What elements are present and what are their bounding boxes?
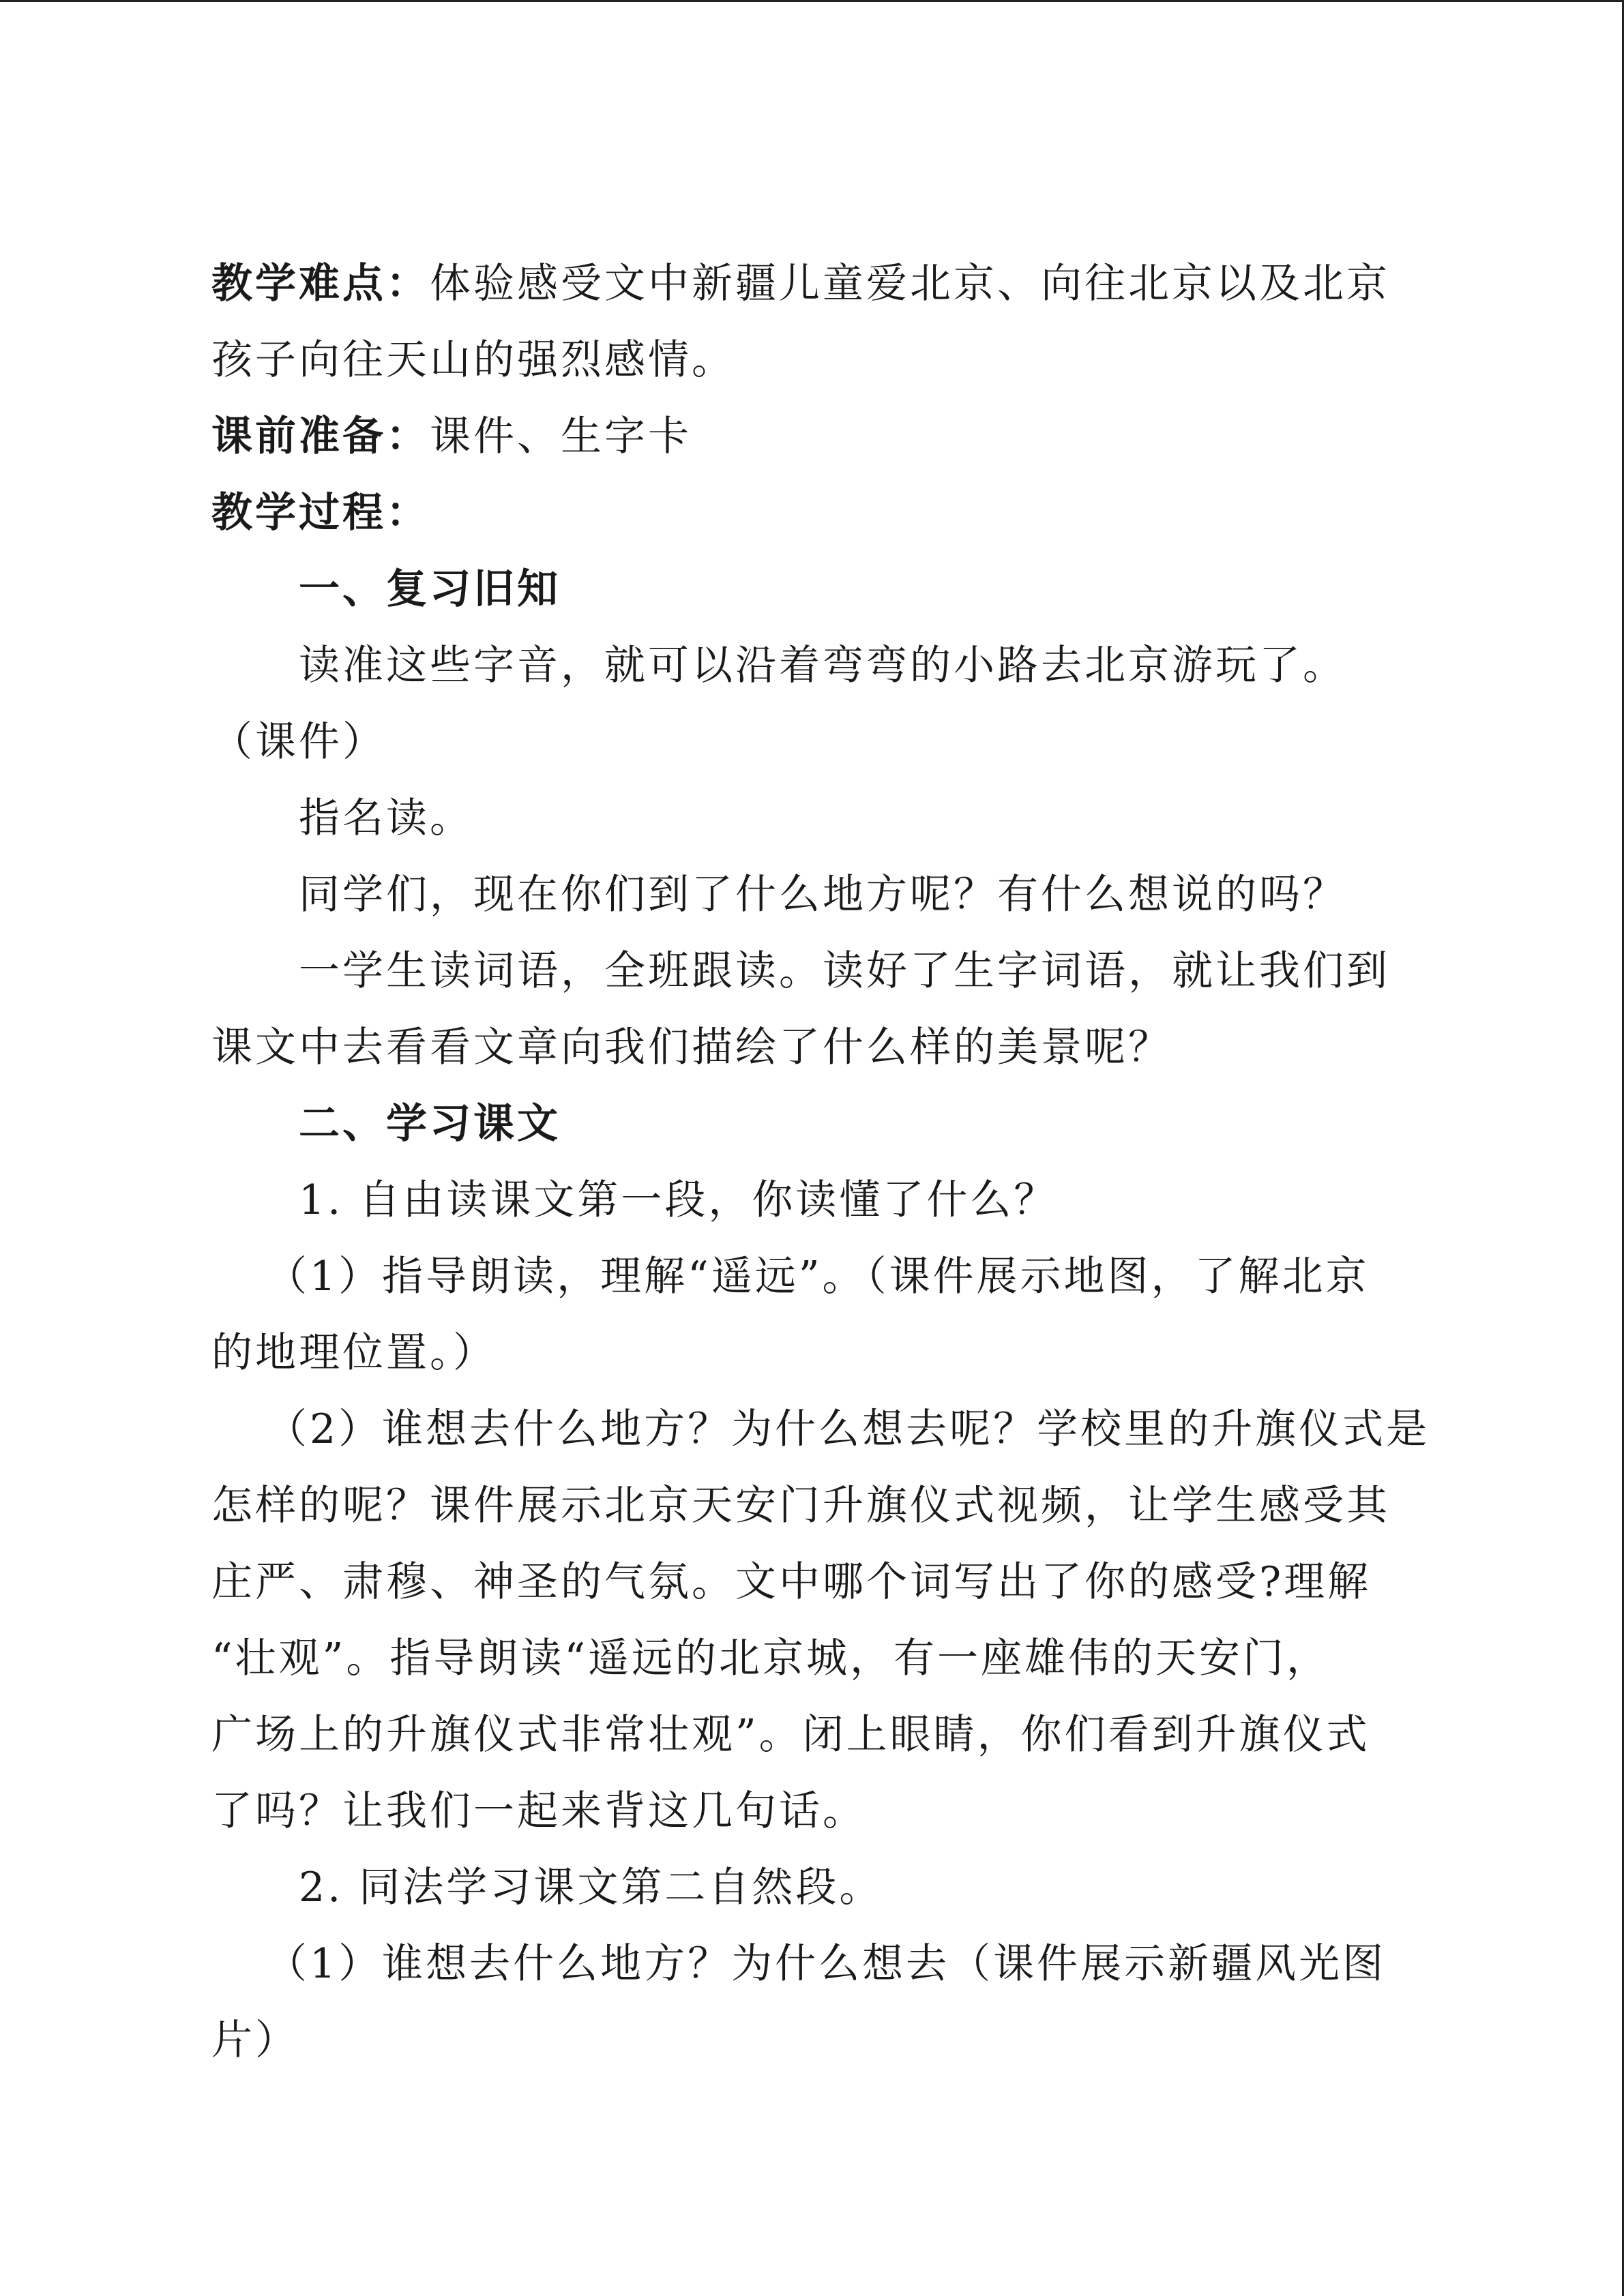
section-heading: 一、复习旧知 <box>299 565 561 613</box>
text-line: 片） <box>211 2016 299 2064</box>
text-line <box>211 398 1419 475</box>
text-line: 的地理位置。） <box>211 1329 497 1377</box>
text-line: （1）指导朗读，理解“遥远”。（课件展示地图，了解北京 <box>266 1253 1370 1300</box>
text-line: 读准这些字音，就可以沿着弯弯的小路去北京游玩了。 <box>299 642 1346 689</box>
document-body <box>211 245 1430 2078</box>
text-line: （2）谁想去什么地方？为什么想去呢？学校里的升旗仪式是 <box>266 1405 1430 1453</box>
text-line: 一学生读词语，全班跟读。读好了生字词语，就让我们到 <box>299 947 1390 995</box>
text-line <box>211 475 1419 551</box>
text-line: 2. 同法学习课文第二自然段。 <box>299 1864 883 1911</box>
text-line: 1. 自由读课文第一段，你读懂了什么？ <box>299 1176 1058 1224</box>
text-line <box>211 245 1419 322</box>
section-heading: 二、学习课文 <box>299 1100 561 1148</box>
text-line: 课文中去看看文章向我们描绘了什么样的美景呢？ <box>211 1024 1172 1071</box>
text-line: 同学们，现在你们到了什么地方呢？有什么想说的吗？ <box>299 871 1346 919</box>
text-line: 指名读。 <box>299 794 473 842</box>
field-value: 课件、生字卡 <box>430 413 692 460</box>
field-label: 课前准备： <box>211 413 430 460</box>
page-border-top <box>0 0 1624 2</box>
text-line: 孩子向往天山的强烈感情。 <box>211 336 735 384</box>
field-label: 教学难点： <box>211 260 430 308</box>
field-value: 体验感受文中新疆儿童爱北京、向往北京以及北京 <box>430 260 1390 308</box>
text-line: 怎样的呢？课件展示北京天安门升旗仪式视频，让学生感受其 <box>211 1482 1390 1530</box>
text-line: “壮观”。指导朗读“遥远的北京城，有一座雄伟的天安门， <box>211 1635 1331 1682</box>
text-line: 庄严、肃穆、神圣的气氛。文中哪个词写出了你的感受?理解 <box>211 1558 1372 1606</box>
text-line: （1）谁想去什么地方？为什么想去（课件展示新疆风光图 <box>266 1940 1387 1988</box>
field-label: 教学过程： <box>211 489 430 537</box>
text-line: （课件） <box>211 718 386 766</box>
text-line: 广场上的升旗仪式非常壮观”。闭上眼睛，你们看到升旗仪式 <box>211 1711 1370 1759</box>
text-line: 了吗？让我们一起来背这几句话。 <box>211 1787 866 1835</box>
